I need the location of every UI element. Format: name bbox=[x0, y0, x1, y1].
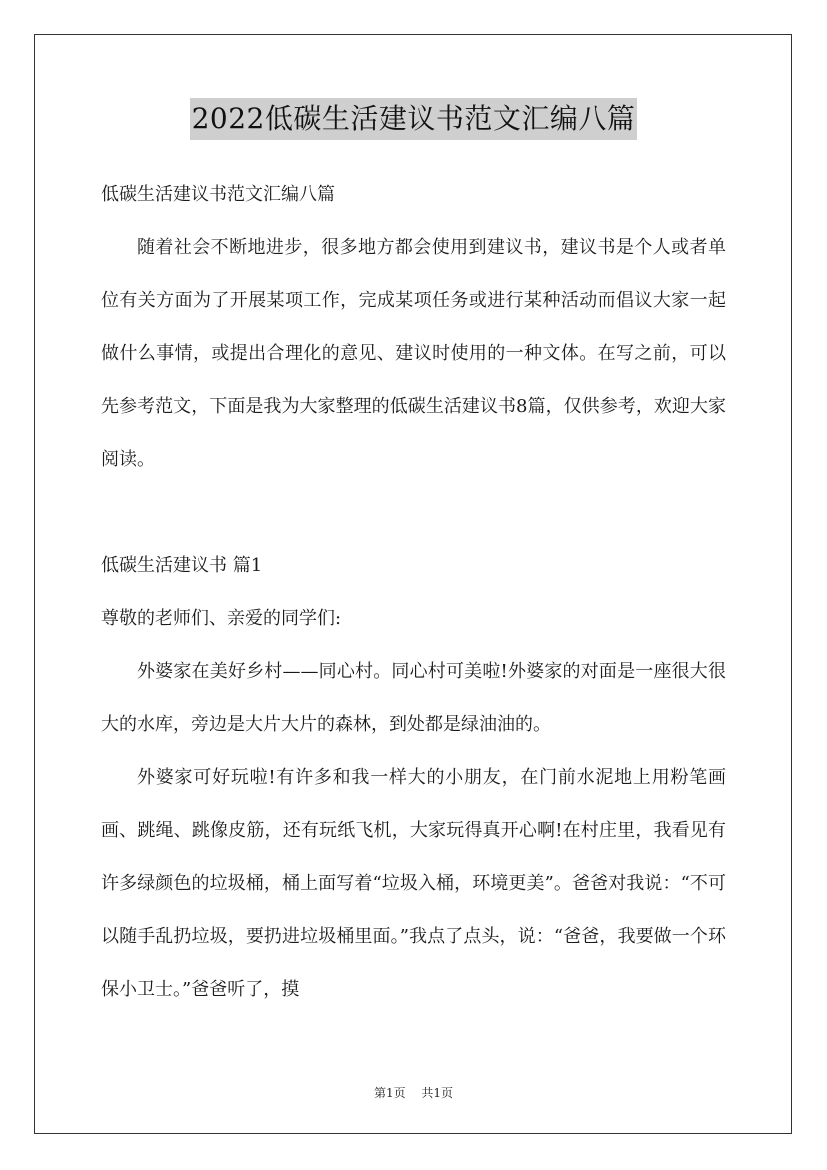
salutation: 尊敬的老师们、亲爱的同学们: bbox=[101, 608, 342, 629]
section-heading: 低碳生活建议书 篇1 bbox=[101, 555, 263, 576]
page-footer bbox=[0, 1084, 827, 1101]
title-container bbox=[0, 98, 827, 140]
subtitle: 低碳生活建议书范文汇编八篇 bbox=[101, 184, 335, 205]
page-number: 第1页 bbox=[373, 1086, 406, 1100]
body-paragraph-2: 外婆家可好玩啦!有许多和我一样大的小朋友，在门前水泥地上用粉笔画画、跳绳、跳像皮筋，还有玩纸飞机，大家玩得真开心啊!在村庄里，我看见有许多绿颜色的垃圾桶，桶上面写着“垃圾入桶，环境更美”。爸爸对我说：“不可以随手乱扔垃圾，要扔进垃圾桶里面。”我点了点头，说：“爸爸，我要做一个环保小卫士。”爸爸听了，摸 bbox=[101, 767, 726, 1000]
paragraph-spacer bbox=[101, 486, 726, 539]
body-paragraph-1: 外婆家在美好乡村——同心村。同心村可美啦!外婆家的对面是一座很大很大的水库，旁边是大片大片的森林，到处都是绿油油的。 bbox=[101, 661, 726, 735]
document-title: 2022低碳生活建议书范文汇编八篇 bbox=[190, 98, 638, 140]
document-body bbox=[101, 168, 726, 1016]
page-total: 共1页 bbox=[421, 1086, 454, 1100]
intro-paragraph: 随着社会不断地进步，很多地方都会使用到建议书，建议书是个人或者单位有关方面为了开展某项工作，完成某项任务或进行某种活动而倡议大家一起做什么事情，或提出合理化的意见、建议时使用的一种文体。在写之前，可以先参考范文，下面是我为大家整理的低碳生活建议书8篇，仅供参考，欢迎大家阅读。 bbox=[101, 237, 726, 470]
